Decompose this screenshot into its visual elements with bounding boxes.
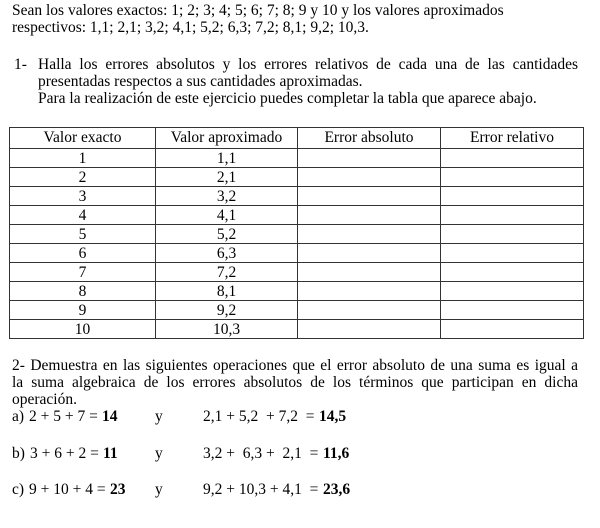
intro-line-1: Sean los valores exactos: 1; 2; 3; 4; 5; 6; 7; 8; 9 y 10 y los valores aproximados [12,2,504,19]
cell-valor-aproximado: 10,3 [156,320,298,339]
table-row [10,263,584,282]
cell-valor-aproximado: 1,1 [156,149,298,168]
exercise-2-line-3: operación. [12,391,77,408]
cell-error-relativo[interactable] [441,282,584,301]
operation-label: c) [12,481,25,498]
exact-expression: 3 + 6 + 2 = [30,445,99,462]
approx-expression: 9,2 + 10,3 + 4,1 = [203,481,319,498]
cell-valor-exacto: 6 [10,244,156,263]
cell-valor-exacto: 3 [10,187,156,206]
table-row [10,225,584,244]
cell-error-absoluto[interactable] [298,263,441,282]
cell-valor-aproximado: 3,2 [156,187,298,206]
operation-label: b) [12,445,25,462]
cell-valor-aproximado: 2,1 [156,168,298,187]
exact-expression: 2 + 5 + 7 = [29,408,98,425]
cell-error-absoluto[interactable] [298,225,441,244]
cell-error-absoluto[interactable] [298,168,441,187]
cell-error-relativo[interactable] [441,320,584,339]
intro-line-2: respectivos: 1,1; 2,1; 3,2; 4,1; 5,2; 6,3; 7,2; 8,1; 9,2; 10,3. [12,19,369,36]
cell-error-relativo[interactable] [441,149,584,168]
cell-valor-exacto: 7 [10,263,156,282]
cell-valor-aproximado: 8,1 [156,282,298,301]
conjunction: y [155,481,163,498]
exact-result: 14 [102,408,118,425]
cell-valor-exacto: 1 [10,149,156,168]
cell-valor-aproximado: 9,2 [156,301,298,320]
conjunction: y [155,445,163,462]
table-row [10,282,584,301]
table-header-row [10,128,584,149]
cell-error-absoluto[interactable] [298,206,441,225]
approx-result: 11,6 [323,445,350,462]
header-valor-aproximado: Valor aproximado [156,128,298,149]
table-row [10,187,584,206]
cell-error-absoluto[interactable] [298,282,441,301]
cell-error-absoluto[interactable] [298,244,441,263]
cell-error-relativo[interactable] [441,206,584,225]
approx-result: 23,6 [323,481,351,498]
table-row [10,301,584,320]
table-row [10,206,584,225]
table-row [10,149,584,168]
header-error-relativo: Error relativo [441,128,584,149]
conjunction: y [155,408,163,425]
cell-valor-exacto: 5 [10,225,156,244]
cell-valor-exacto: 10 [10,320,156,339]
cell-valor-aproximado: 6,3 [156,244,298,263]
exercise-2-line-2: la suma algebraica de los errores absolutos de los términos que participan en dicha [12,374,578,391]
cell-valor-aproximado: 5,2 [156,225,298,244]
cell-valor-exacto: 9 [10,301,156,320]
cell-error-relativo[interactable] [441,187,584,206]
exercise-1-line-2: presentadas respectos a sus cantidades aproximadas. [38,73,363,90]
header-error-absoluto: Error absoluto [298,128,441,149]
cell-valor-aproximado: 7,2 [156,263,298,282]
header-valor-exacto: Valor exacto [10,128,156,149]
cell-valor-aproximado: 4,1 [156,206,298,225]
exercise-1-line-1: Halla los errores absolutos y los errores relativos de cada una de las cantidades [38,56,578,73]
exact-result: 23 [110,481,126,498]
cell-valor-exacto: 2 [10,168,156,187]
cell-error-relativo[interactable] [441,244,584,263]
cell-error-absoluto[interactable] [298,187,441,206]
cell-error-absoluto[interactable] [298,301,441,320]
errors-table [9,127,584,339]
table-row [10,244,584,263]
cell-error-relativo[interactable] [441,168,584,187]
cell-error-absoluto[interactable] [298,149,441,168]
cell-error-relativo[interactable] [441,301,584,320]
cell-valor-exacto: 4 [10,206,156,225]
cell-valor-exacto: 8 [10,282,156,301]
cell-error-relativo[interactable] [441,263,584,282]
approx-expression: 2,1 + 5,2 + 7,2 = [203,408,315,425]
exercise-2-line-1: 2- Demuestra en las siguientes operaciones que el error absoluto de una suma es igual a [12,357,578,374]
approx-result: 14,5 [319,408,347,425]
table-row [10,320,584,339]
approx-expression: 3,2 + 6,3 + 2,1 = [203,445,319,462]
cell-error-relativo[interactable] [441,225,584,244]
exact-expression: 9 + 10 + 4 = [29,481,106,498]
exercise-1-number: 1- [14,56,27,73]
table-row [10,168,584,187]
exact-result: 11 [103,445,118,462]
cell-error-absoluto[interactable] [298,320,441,339]
exercise-1-line-3: Para la realización de este ejercicio puedes completar la tabla que aparece abajo. [38,90,537,107]
operation-label: a) [12,408,25,425]
